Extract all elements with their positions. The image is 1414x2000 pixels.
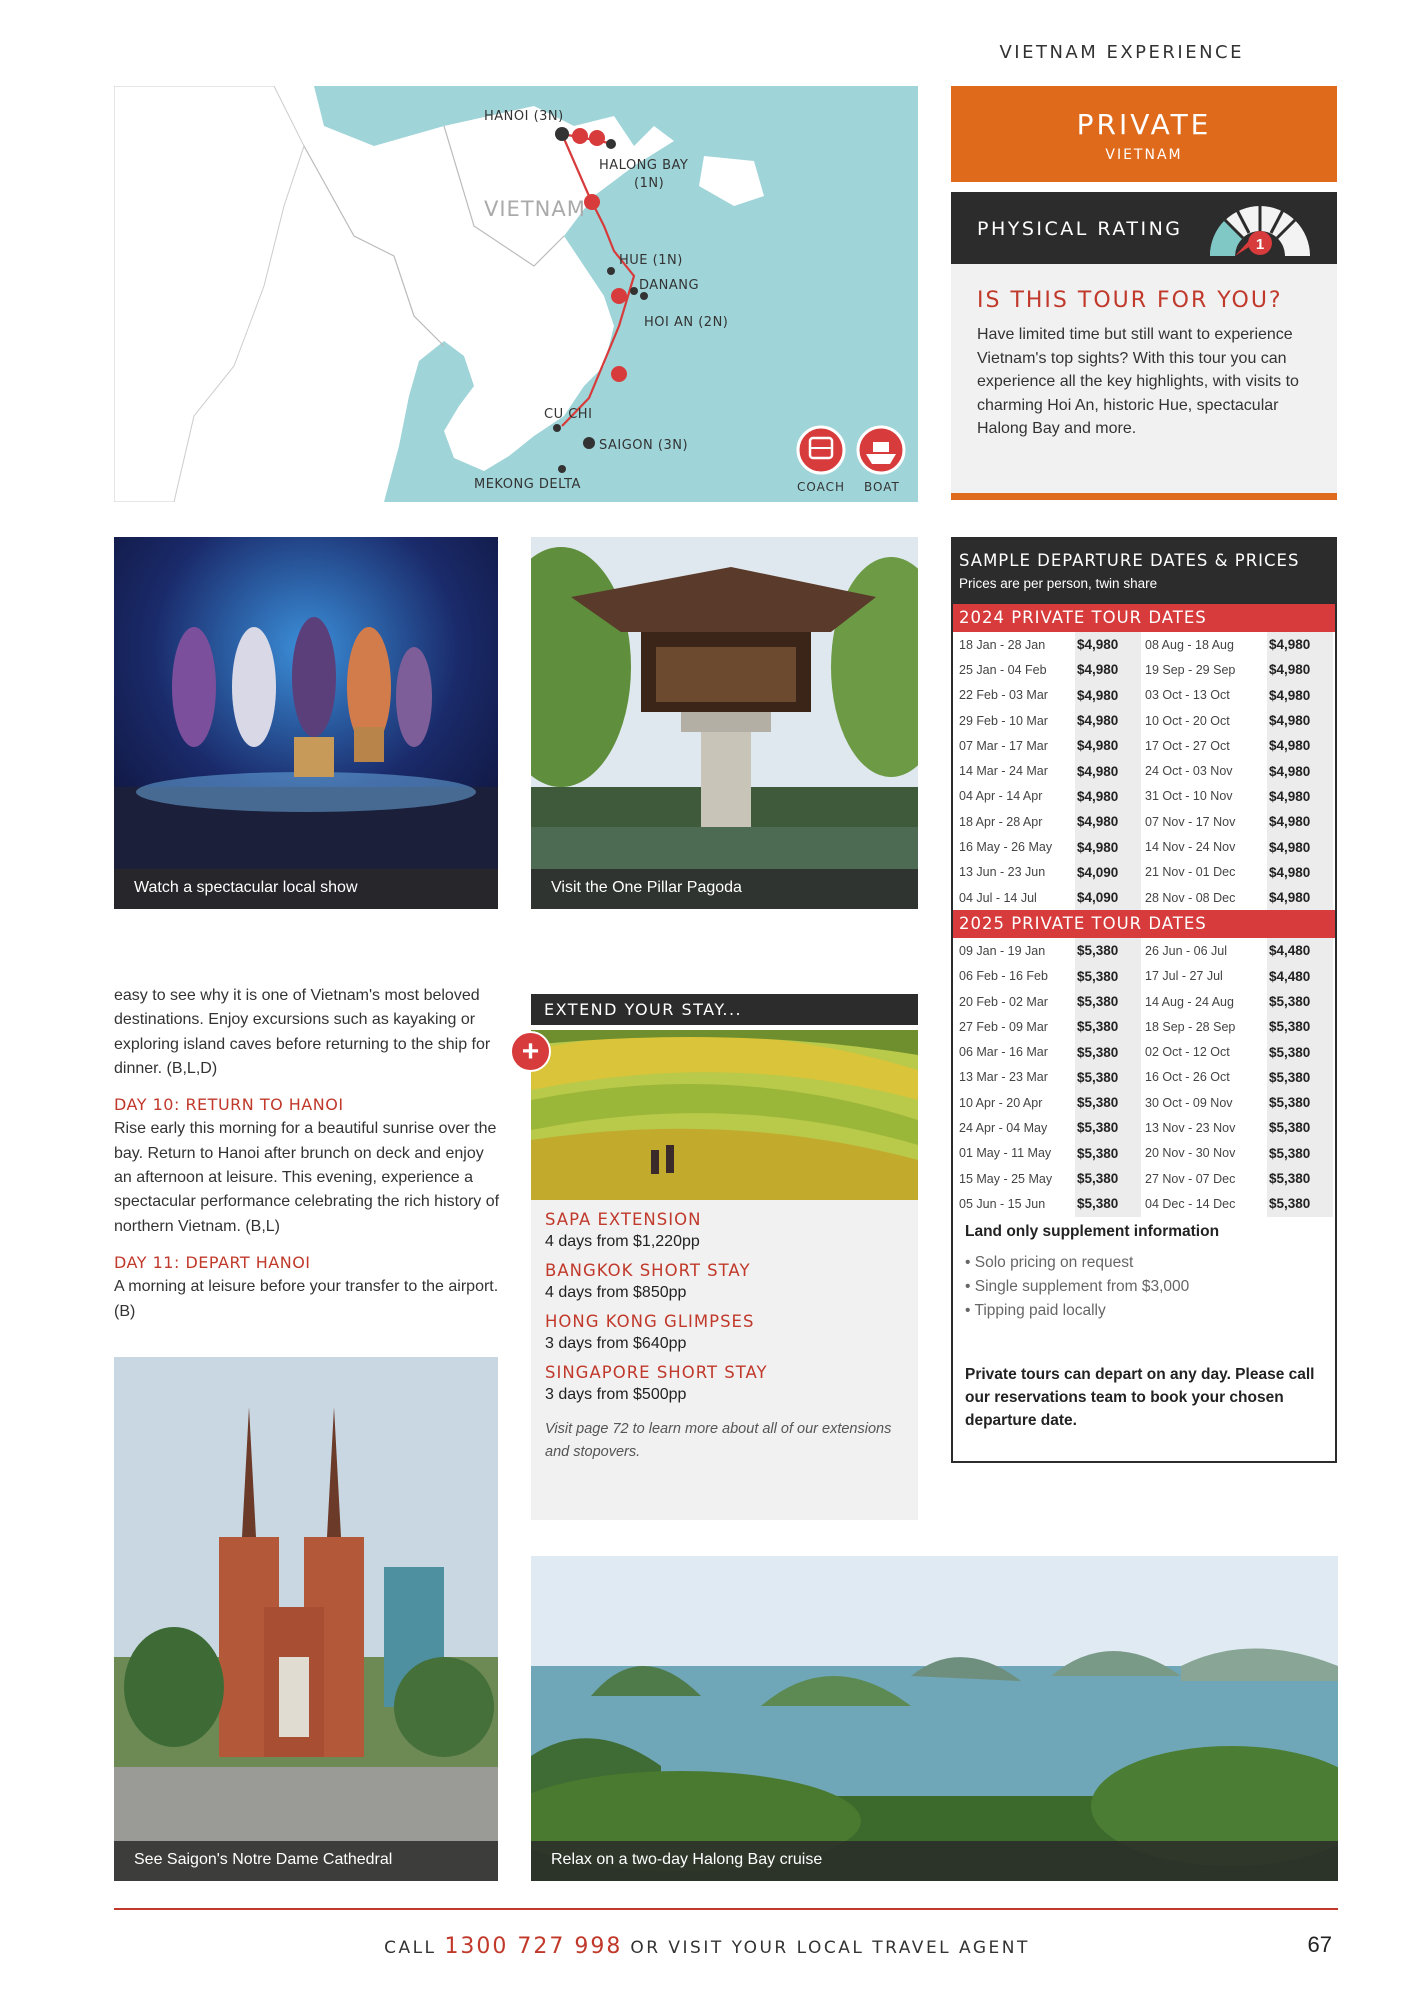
extend-item-name: BANGKOK SHORT STAY [545, 1261, 751, 1280]
tour-type-subtitle: VIETNAM [1105, 147, 1183, 163]
supplement-item: • Single supplement from $3,000 [965, 1275, 1335, 1299]
departure-dates: 09 Jan - 19 Jan [959, 943, 1046, 958]
rating-value: 1 [1255, 236, 1265, 253]
departure-dates: 24 Oct - 03 Nov [1145, 764, 1233, 779]
caption-local-show: Watch a spectacular local show [114, 869, 498, 909]
day11-title: DAY 11: DEPART HANOI [114, 1252, 311, 1272]
departure-dates: 13 Mar - 23 Mar [959, 1070, 1048, 1085]
itinerary-intro: easy to see why it is one of Vietnam's most beloved destinations. Enjoy excursions such as kayaking or exploring island caves before returning to the ship for dinner. (B,L,D) [114, 987, 491, 1077]
photo-one-pillar-pagoda [531, 537, 918, 909]
departure-dates: 14 Aug - 24 Aug [1145, 994, 1234, 1009]
coach-icon [798, 427, 844, 473]
price-row [953, 1014, 1335, 1039]
departure-dates: 03 Oct - 13 Oct [1145, 688, 1230, 703]
departure-dates: 25 Jan - 04 Feb [959, 662, 1047, 677]
price-row [953, 885, 1335, 910]
price-row [953, 708, 1335, 733]
page-number: 67 [1307, 1932, 1332, 1957]
departure-dates: 10 Apr - 20 Apr [959, 1095, 1043, 1110]
departure-price: $5,380 [1075, 1191, 1141, 1216]
departure-dates: 13 Nov - 23 Nov [1145, 1120, 1236, 1135]
departure-dates: 02 Oct - 12 Oct [1145, 1045, 1230, 1060]
extend-item-name: HONG KONG GLIMPSES [545, 1312, 755, 1331]
extend-item-detail: 4 days from $1,220pp [545, 1233, 700, 1250]
map-label-saigon: SAIGON (3N) [599, 438, 689, 453]
price-row [953, 758, 1335, 783]
departure-price: $5,380 [1075, 938, 1141, 963]
tour-for-you-heading: IS THIS TOUR FOR YOU? [977, 288, 1283, 313]
footer-divider [114, 1908, 1338, 1910]
departure-dates: 29 Feb - 10 Mar [959, 713, 1048, 728]
extend-item [545, 1210, 918, 1251]
departure-dates: 17 Oct - 27 Oct [1145, 738, 1230, 753]
prices-subtitle: Prices are per person, twin share [959, 576, 1158, 591]
departure-dates: 21 Nov - 01 Dec [1145, 865, 1236, 880]
departure-price: $5,380 [1267, 1166, 1333, 1191]
price-row [953, 860, 1335, 885]
departure-dates: 26 Jun - 06 Jul [1145, 943, 1227, 958]
map-label-country: VIETNAM [484, 197, 586, 221]
footer-call: CALL [384, 1938, 437, 1958]
tour-for-you-box [951, 264, 1337, 500]
departure-price: $4,980 [1267, 834, 1333, 859]
departure-price: $4,980 [1267, 632, 1333, 657]
departure-price: $4,980 [1267, 733, 1333, 758]
price-row [953, 1090, 1335, 1115]
extend-item-detail: 3 days from $640pp [545, 1335, 687, 1352]
departure-dates: 06 Feb - 16 Feb [959, 969, 1048, 984]
itinerary-text [114, 984, 504, 1324]
departure-dates: 24 Apr - 04 May [959, 1120, 1048, 1135]
photo-notre-dame-cathedral [114, 1357, 498, 1881]
land-gulf-islands [699, 156, 764, 206]
departure-price: $4,980 [1267, 683, 1333, 708]
price-row [953, 657, 1335, 682]
departure-price: $4,980 [1075, 683, 1141, 708]
price-row [953, 809, 1335, 834]
departure-price: $4,980 [1075, 657, 1141, 682]
map-label-cuchi: CU CHI [544, 407, 593, 422]
departure-price: $5,380 [1075, 989, 1141, 1014]
year-2024-rows [953, 632, 1335, 910]
legend-boat-label: BOAT [864, 480, 900, 494]
tour-for-you-text: Have limited time but still want to experience Vietnam's top sights? With this tour you can experience all the key highlights, with visits to charming Hoi An, historic Hue, spectacular Halong Bay and more. [977, 326, 1299, 437]
departure-dates: 04 Apr - 14 Apr [959, 789, 1043, 804]
day11-text: A morning at leisure before your transfer to the airport. (B) [114, 1278, 499, 1320]
departure-price: $4,980 [1075, 809, 1141, 834]
price-row [953, 1115, 1335, 1140]
extend-heading: EXTEND YOUR STAY... [531, 994, 918, 1025]
departure-price: $5,380 [1075, 1039, 1141, 1064]
departure-dates: 28 Nov - 08 Dec [1145, 890, 1236, 905]
departure-price: $5,380 [1075, 964, 1141, 989]
day10-title: DAY 10: RETURN TO HANOI [114, 1095, 344, 1115]
price-row [953, 834, 1335, 859]
departure-price: $5,380 [1075, 1166, 1141, 1191]
departure-price: $4,980 [1075, 733, 1141, 758]
day10-text: Rise early this morning for a beautiful sunrise over the bay. Return to Hanoi after brunch on deck and enjoy an afternoon at leisure. This evening, experience a spectacular performance celebrating the rich history of northern Vietnam. (B,L) [114, 1120, 500, 1235]
departure-dates: 17 Jul - 27 Jul [1145, 969, 1223, 984]
supplement-title: Land only supplement information [965, 1222, 1220, 1240]
departure-dates: 22 Feb - 03 Mar [959, 688, 1048, 703]
caption-notre-dame-cathedral: See Saigon's Notre Dame Cathedral [114, 1841, 498, 1881]
departure-dates: 20 Feb - 02 Mar [959, 994, 1048, 1009]
departure-dates: 18 Apr - 28 Apr [959, 814, 1043, 829]
caption-halong-bay: Relax on a two-day Halong Bay cruise [531, 1841, 1338, 1881]
map-label-halong: HALONG BAY [599, 158, 689, 173]
footer-cta [0, 1934, 1414, 1959]
extend-plus-icon: + [510, 1031, 551, 1072]
year-2024-band: 2024 PRIVATE TOUR DATES [953, 604, 1335, 632]
photo-local-show [114, 537, 498, 909]
extend-item [545, 1261, 918, 1302]
supplement-info [953, 1217, 1335, 1323]
prices-header [953, 539, 1335, 604]
year-2025-band: 2025 PRIVATE TOUR DATES [953, 910, 1335, 938]
departure-dates: 13 Jun - 23 Jun [959, 865, 1046, 880]
map-label-danang: DANANG [639, 278, 700, 293]
price-row [953, 784, 1335, 809]
map-label-mekong: MEKONG DELTA [474, 477, 581, 492]
price-row [953, 1141, 1335, 1166]
map-label-halong-nights: (1N) [634, 176, 665, 191]
map-label-hue: HUE (1N) [619, 253, 683, 268]
price-row [953, 1039, 1335, 1064]
departure-dates: 04 Jul - 14 Jul [959, 890, 1037, 905]
physical-rating-bar [951, 192, 1337, 264]
departure-price: $5,380 [1267, 1191, 1333, 1216]
boat-icon [858, 427, 904, 473]
departure-dates: 05 Jun - 15 Jun [959, 1196, 1046, 1211]
departure-price: $5,380 [1267, 989, 1333, 1014]
extend-note: Visit page 72 to learn more about all of our extensions and stopovers. [545, 1421, 892, 1460]
departure-dates: 14 Mar - 24 Mar [959, 764, 1048, 779]
departure-price: $4,980 [1075, 784, 1141, 809]
photo-rice-terraces [531, 1030, 918, 1200]
departure-price: $4,980 [1075, 758, 1141, 783]
extend-item [545, 1363, 918, 1404]
departure-dates: 18 Sep - 28 Sep [1145, 1019, 1236, 1034]
departure-price: $4,090 [1075, 860, 1141, 885]
physical-rating-label: PHYSICAL RATING [977, 218, 1183, 240]
price-row [953, 964, 1335, 989]
map-label-hoian: HOI AN (2N) [644, 315, 729, 330]
departure-price: $5,380 [1075, 1065, 1141, 1090]
departure-price: $5,380 [1267, 1090, 1333, 1115]
departure-price: $4,980 [1267, 860, 1333, 885]
extend-item-name: SINGAPORE SHORT STAY [545, 1363, 768, 1382]
departure-price: $4,480 [1267, 938, 1333, 963]
photo-halong-bay [531, 1556, 1338, 1881]
footer-rest: OR VISIT YOUR LOCAL TRAVEL AGENT [630, 1938, 1030, 1958]
footer-phone[interactable]: 1300 727 998 [444, 1934, 623, 1959]
departure-price: $5,380 [1075, 1014, 1141, 1039]
departure-price: $4,980 [1267, 809, 1333, 834]
departure-dates: 31 Oct - 10 Nov [1145, 789, 1233, 804]
private-tour-note: Private tours can depart on any day. Please call our reservations team to book your chosen departure date. [965, 1365, 1315, 1429]
departure-price: $4,980 [1075, 834, 1141, 859]
price-row [953, 632, 1335, 657]
price-row [953, 1065, 1335, 1090]
departure-dates: 06 Mar - 16 Mar [959, 1045, 1048, 1060]
departure-dates: 16 May - 26 May [959, 840, 1053, 855]
departure-price: $4,980 [1075, 632, 1141, 657]
rating-gauge-icon [1205, 198, 1315, 260]
departure-dates: 16 Oct - 26 Oct [1145, 1070, 1230, 1085]
departure-dates: 14 Nov - 24 Nov [1145, 840, 1236, 855]
departure-dates: 27 Feb - 09 Mar [959, 1019, 1048, 1034]
departure-price: $5,380 [1267, 1115, 1333, 1140]
extend-item-detail: 4 days from $850pp [545, 1284, 687, 1301]
extend-item-detail: 3 days from $500pp [545, 1386, 687, 1403]
year-2025-rows [953, 938, 1335, 1216]
departure-price: $5,380 [1267, 1065, 1333, 1090]
tour-type-box [951, 86, 1337, 182]
departure-price: $4,980 [1267, 708, 1333, 733]
departure-price: $5,380 [1075, 1090, 1141, 1115]
extend-options [531, 1200, 918, 1520]
departure-price: $5,380 [1075, 1115, 1141, 1140]
supplement-item: • Solo pricing on request [965, 1251, 1335, 1275]
map-label-hanoi: HANOI (3N) [484, 109, 564, 124]
tour-type-title: PRIVATE [1076, 108, 1212, 141]
departure-price: $4,980 [1075, 708, 1141, 733]
price-row [953, 1166, 1335, 1191]
departure-dates: 08 Aug - 18 Aug [1145, 637, 1234, 652]
departure-price: $4,980 [1267, 885, 1333, 910]
price-row [953, 733, 1335, 758]
legend-coach-label: COACH [797, 480, 846, 494]
route-map [114, 86, 918, 502]
supplement-item: • Tipping paid locally [965, 1299, 1335, 1323]
price-row [953, 989, 1335, 1014]
departure-dates: 19 Sep - 29 Sep [1145, 662, 1236, 677]
departure-price: $5,380 [1267, 1039, 1333, 1064]
price-row [953, 1191, 1335, 1216]
departure-price: $5,380 [1075, 1141, 1141, 1166]
departure-dates: 20 Nov - 30 Nov [1145, 1146, 1236, 1161]
prices-table [951, 537, 1337, 1463]
prices-title: SAMPLE DEPARTURE DATES & PRICES [959, 551, 1300, 570]
extend-item [545, 1312, 918, 1353]
extend-item-name: SAPA EXTENSION [545, 1210, 702, 1229]
departure-dates: 01 May - 11 May [959, 1146, 1052, 1161]
departure-dates: 15 May - 25 May [959, 1171, 1053, 1186]
departure-dates: 04 Dec - 14 Dec [1145, 1196, 1236, 1211]
departure-price: $4,480 [1267, 964, 1333, 989]
departure-price: $5,380 [1267, 1141, 1333, 1166]
departure-dates: 10 Oct - 20 Oct [1145, 713, 1230, 728]
section-title: VIETNAM EXPERIENCE [999, 42, 1244, 63]
departure-dates: 18 Jan - 28 Jan [959, 637, 1046, 652]
departure-price: $5,380 [1267, 1014, 1333, 1039]
price-row [953, 683, 1335, 708]
departure-price: $4,090 [1075, 885, 1141, 910]
departure-price: $4,980 [1267, 758, 1333, 783]
departure-dates: 27 Nov - 07 Dec [1145, 1171, 1236, 1186]
departure-dates: 30 Oct - 09 Nov [1145, 1095, 1233, 1110]
departure-price: $4,980 [1267, 657, 1333, 682]
caption-one-pillar-pagoda: Visit the One Pillar Pagoda [531, 869, 918, 909]
departure-price: $4,980 [1267, 784, 1333, 809]
departure-dates: 07 Mar - 17 Mar [959, 738, 1048, 753]
price-row [953, 938, 1335, 963]
departure-dates: 07 Nov - 17 Nov [1145, 814, 1236, 829]
